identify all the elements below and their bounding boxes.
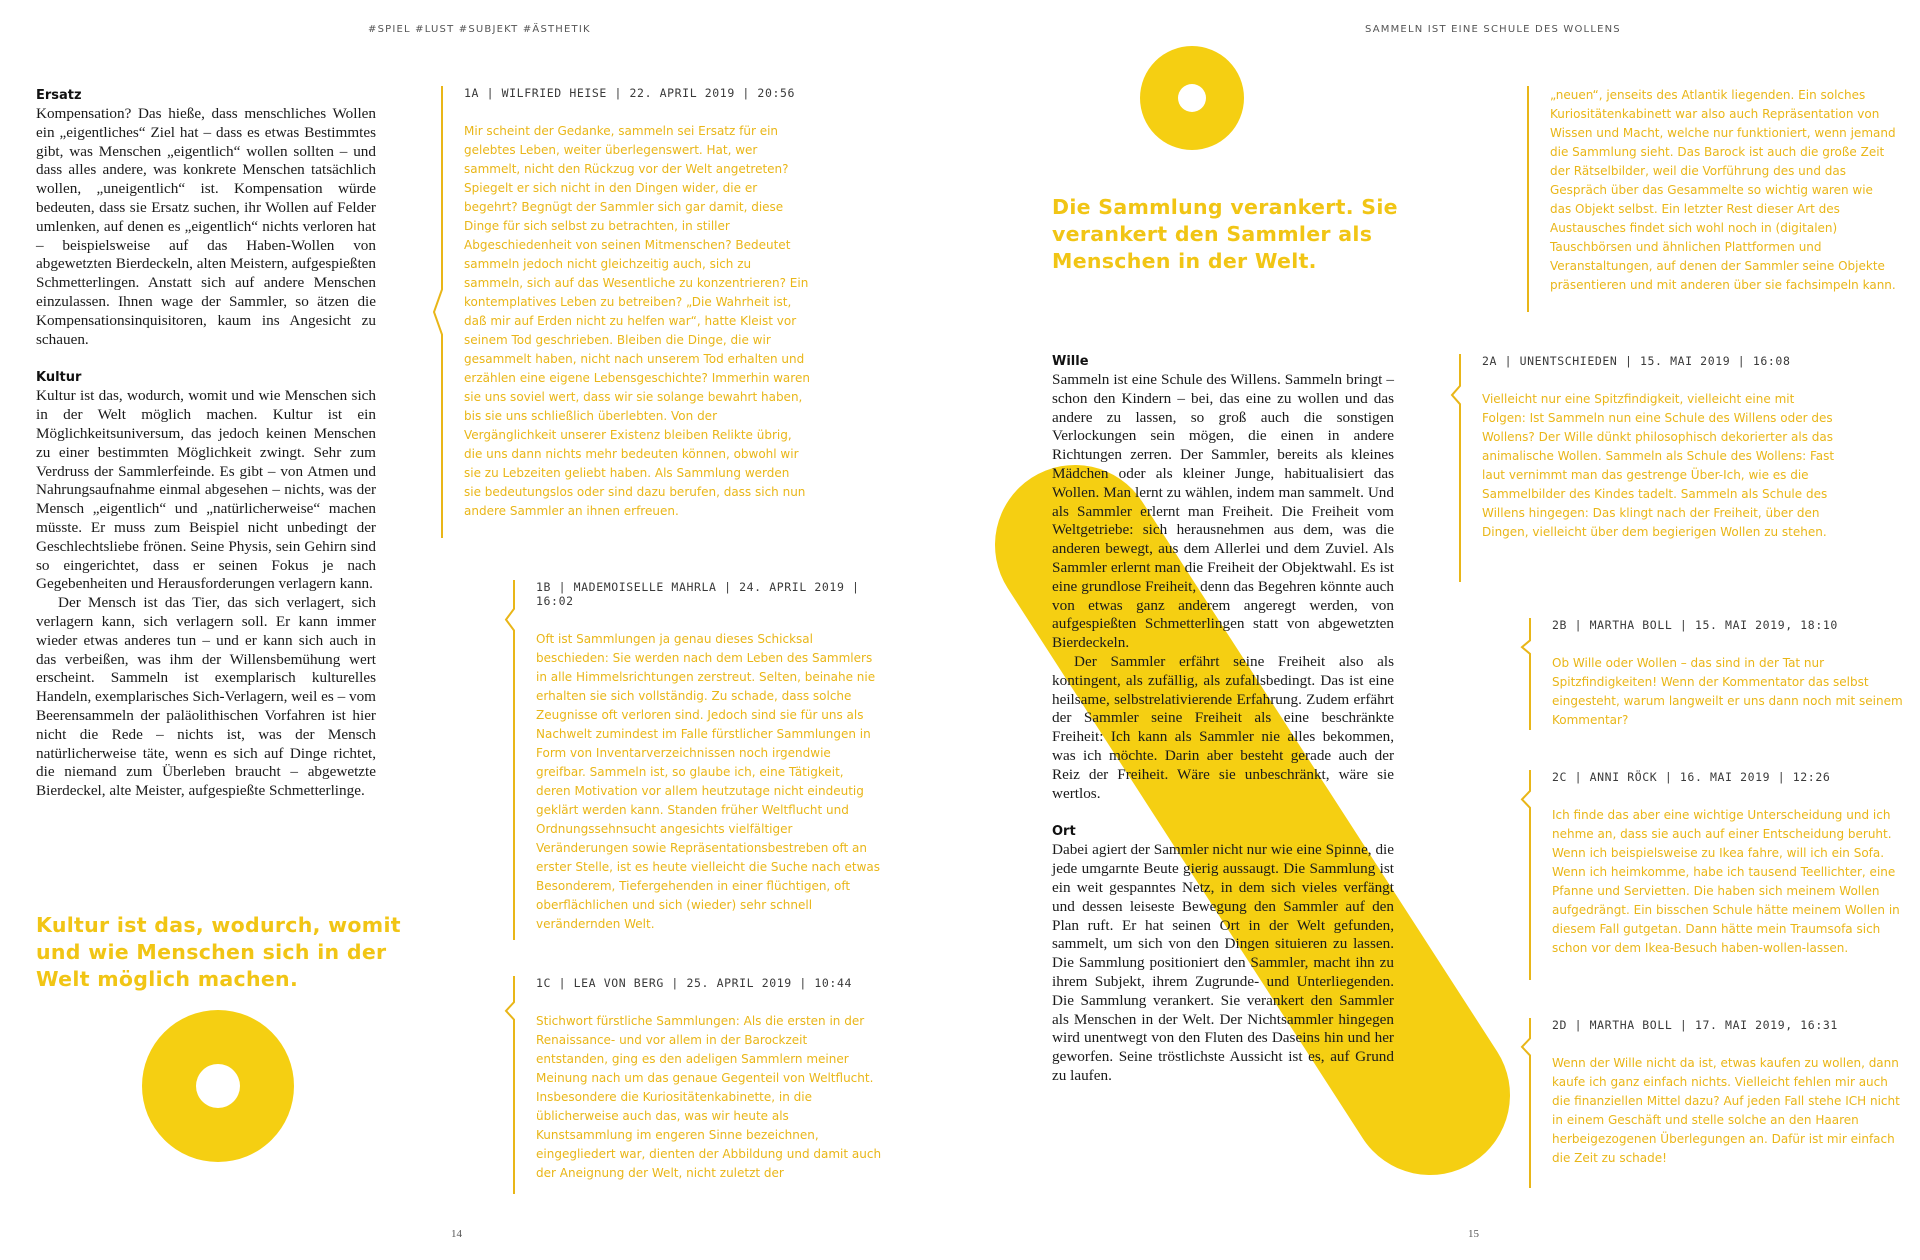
pull-quote-right: Die Sammlung verankert. Sie verankert den Sammler als Menschen in der Welt. [1052,195,1398,273]
comment-2d [1518,1018,1908,1188]
comment-meta: 2C | ANNI RÖCK | 16. MAI 2019 | 12:26 [1552,770,1831,784]
paragraph: Kompensation? Das hieße, dass menschliches Wollen ein „eigentliches“ Ziel hat – dass es etwas Bestimmtes gibt, was Menschen „eigentlich“ wollen sollten – und dass alles andere, was konkrete Menschen tatsächlich wollen, „uneigentlich“ ist. Kompensation würde bedeuten, dass sie Ersatz suchen, ihr Wollen auf Felder umlenken, auf denen es „eigentlich“ nichts verloren hat – beispielsweise auf das Haben-Wollen von abgewetzten Bierdeckeln, alten Meistern, aufgespießten Schmetterlingen. Anstatt sich auf andere Menschen einzulassen. Ihnen wage der Sammler, so ätzen die Kompensationsinquisitoren, kaum ins Angesicht zu schauen. [36,105,376,348]
comment-bracket [430,86,444,538]
comment-meta: 2D | MARTHA BOLL | 17. MAI 2019, 16:31 [1552,1018,1838,1032]
comment-2b [1518,618,1908,730]
comment-bracket [1518,770,1532,980]
comment-meta: 1C | LEA VON BERG | 25. APRIL 2019 | 10:44 [536,976,852,990]
comment-bracket [1448,354,1462,582]
section-heading-ersatz: Ersatz [36,88,82,103]
comment-meta: 1B | MADEMOISELLE MAHRLA | 24. APRIL 2019 | 16:02 [536,580,860,608]
pull-quote-left: Kultur ist das, wodurch, womit und wie Menschen sich in der Welt möglich machen. [36,913,401,991]
comment-text: Wenn der Wille nicht da ist, etwas kaufen zu wollen, dann kaufe ich ganz einfach nichts. Vielleicht fehlen mir auch die finanziellen Mittel dazu? Auf jeden Fall stehe ICH nicht in einem Geschäft und stelle solche an den Haaren herbeigezogenen Überlegungen an. Dafür ist mir einfach die Zeit zu schade! [1552,1056,1900,1165]
comment-text: Ich finde das aber eine wichtige Unterscheidung und ich nehme an, dass sie auch auf einer Entscheidung beruht. Wenn ich beispielsweise zu Ikea fahre, will ich ein Sofa. Wenn ich heimkomme, habe ich tausend Teellichter, eine Pfanne und Servietten. Die haben sich meinem Wollen aufgedrängt. Ein bisschen Schule hätte meinem Wollen in diesem Fall gutgetan. Dann hätte mein Traumsofa sich schon vor dem Ikea-Besuch haben-wollen-lassen. [1552,808,1900,955]
comment-2c [1518,770,1908,980]
comment-meta: 2A | UNENTSCHIEDEN | 15. MAI 2019 | 16:08 [1482,354,1791,368]
comment-text: „neuen“, jenseits des Atlantik liegenden. Ein solches Kuriositätenkabinett war also auch Repräsentation von Wissen und Macht, welche nur funktioniert, wenn jemand die Sammlung sieht. Das Barock ist auch die große Zeit der Rätselbilder, weil die Vorführung des und das Gespräch über das Gesammelte so wichtig waren wie das Objekt selbst. Ein letzter Rest dieser Art des Austausches findet sich wohl noch in (digitalen) Tauschbörsen und ähnlichen Plattformen und Veranstaltungen, auf denen der Sammler seine Objekte präsentieren und mit anderen über sie fachsimpeln kann. [1550,88,1896,292]
running-head-left: #SPIEL #LUST #SUBJEKT #ÄSTHETIK [368,24,591,35]
section-heading-wille: Wille [1052,354,1089,369]
left-main-column [36,86,376,801]
section-heading-kultur: Kultur [36,370,82,386]
comment-bracket [1518,1018,1532,1188]
paragraph: Kultur ist das, wodurch, womit und wie Menschen sich in der Welt möglich machen. Kultur ist ein Möglichkeitsuniversum, das jedoch keinen Menschen zu einer bestimmten Möglichkeit zwingt. Sehr zum Verdruss der Sammlerfeinde. Es gibt – von Atmen und Nahrungsaufnahme einmal abgesehen – nichts, was der Mensch „eigentlich“ und „natürlicherweise“ machen müsste. Er muss zum Beispiel nicht unbedingt der Geschlechtsliebe frönen. Seine Physis, sein Gehirn sind so eingerichtet, dass er seinen Fokus je nach Gegebenheiten und Herausforderungen verlagern kann. [36,387,376,593]
comment-1c [502,976,882,1194]
comment-text: Mir scheint der Gedanke, sammeln sei Ersatz für ein gelebtes Leben, weiter überlegenswert. Hat, wer sammelt, nicht den Rückzug vor der Welt angetreten? Spiegelt er sich nicht in den Dingen wider, die er begehrt? Begnügt der Sammler sich gar damit, diese Dinge für sich selbst zu betrachten, in stiller Abgeschiedenheit von seinen Mitmenschen? Bedeutet sammeln jedoch nicht gleichzeitig auch, sich zu sammeln, sich auf das Wesentliche zu konzentrieren? Ein kontemplatives Leben zu betreiben? „Die Wahrheit ist, daß mir auf Erden nicht zu helfen war“, hatte Kleist vor seinem Tod geschrieben. Bleiben die Dinge, die wir gesammelt haben, nicht nach unserem Tod erhalten und erzählen eine eigene Lebensgeschichte? Immerhin waren sie uns soviel wert, dass wir sie solange bewahrt haben, bis sie uns schließlich überlebten. Von der Vergänglichkeit unserer Existenz bleiben Relikte übrig, die uns dann nichts mehr bedeuten können, obwohl wir sie zu Lebzeiten geliebt haben. Als Sammlung werden sie bedeutungslos oder sind dazu berufen, dass sich nun andere Sammler an ihnen erfreuen. [464,124,810,518]
yellow-ring-top [1122,46,1262,186]
right-main-column [1052,352,1394,1086]
comment-1a [430,86,810,538]
running-head-right: SAMMELN IST EINE SCHULE DES WOLLENS [1365,24,1621,35]
comment-bracket [502,580,516,940]
paragraph: Der Mensch ist das Tier, das sich verlagert, sich verlagern kann, sich verlagern soll. Er kann immer wieder etwas anderes tun – und er kann sich auch in das verbeißen, was ihm der Willensbemühung wert erscheint. Sammeln ist exemplarisch kulturelles Handeln, exemplarisches Sich-Verlagern, weil es – vom Beerensammeln der paläolithischen Vorfahren ist hier nicht die Rede – nichts ist, was der Mensch natürlicherweise täte, wenn es sich auf Dinge richtet, die niemand zum Überleben braucht – abgewetzte Bierdeckel, alte Meister, aufgespießte Schmetterlinge. [36,594,376,800]
comment-bracket [502,976,516,1194]
comment-1c-continued [1516,86,1896,312]
paragraph: Dabei agiert der Sammler nicht nur wie eine Spinne, die jede umgarnte Beute gierig aussaugt. Die Sammlung ist ein weit gespanntes Netz, in dem sich vieles verfängt und dessen leiseste Bewegung den Sammler auf den Plan ruft. Er hat seinen Ort in der Welt gefunden, sammelt, um sich von den Dingen situieren zu lassen. Die Sammlung positioniert den Sammler, macht ihn zu ihrem Subjekt, ihrem Zugrunde- und Unterliegenden. Die Sammlung verankert. Sie verankert den Sammler als Menschen in der Welt. Der Nichtsammler hingegen wird unentwegt von den Fluten des Daseins hin und her geworfen. Seine tröstlichste Aussicht ist es, auf Grund zu laufen. [1052,841,1394,1084]
comment-2a [1448,354,1838,582]
comment-text: Oft ist Sammlungen ja genau dieses Schicksal beschieden: Sie werden nach dem Leben des Sammlers in alle Himmelsrichtungen zerstreut. Selten, beinahe nie erhalten sie sich vollständig. Zu schade, dass solche Zeugnisse oft verloren sind. Jedoch sind sie für uns als Nachwelt zumindest im Falle fürstlicher Sammlungen in Form von Inventarverzeichnissen noch irgendwie greifbar. Sammeln ist, so glaube ich, eine Tätigkeit, deren Motivation vor allem heutzutage nicht eindeutig geklärt werden kann. Standen früher Weltflucht und Ordnungssehnsucht angesichts vielfältiger Veränderungen sowie Repräsentationsbestreben oft an erster Stelle, ist es heute vielleicht die Suche nach etwas Besonderem, Tiefergehenden in einer flüchtigen, oft oberflächlichen und sich (wieder) sehr schnell verändernden Welt. [536,632,881,931]
page-number-right: 15 [1468,1228,1479,1240]
comment-bracket [1516,86,1530,312]
comment-1b [502,580,882,940]
comment-text: Vielleicht nur eine Spitzfindigkeit, vielleicht eine mit Folgen: Ist Sammeln nun eine Schule des Willens oder des Wollens? Der Wille dünkt philosophisch dekorierter als das animalische Wollen. Sammeln als Schule des Wollens: Fast laut vernimmt man das gestrenge Über-Ich, wie es die Sammelbilder des Kindes tadelt. Sammeln als Schule des Willens hingegen: Das klingt nach der Freiheit, über den Dingen, vielleicht über dem begierigen Wollen zu stehen. [1482,392,1835,539]
page-number-left: 14 [451,1228,462,1240]
comment-meta: 1A | WILFRIED HEISE | 22. APRIL 2019 | 20:56 [464,86,796,100]
comment-meta: 2B | MARTHA BOLL | 15. MAI 2019, 18:10 [1552,618,1838,632]
comment-text: Ob Wille oder Wollen – das sind in der Tat nur Spitzfindigkeiten! Wenn der Kommentator das selbst eingesteht, warum langweilt er uns dann noch mit seinem Kommentar? [1552,656,1903,727]
paragraph: Sammeln ist eine Schule des Willens. Sammeln bringt – schon den Kindern – bei, das eine zu wollen und das andere zu lassen, so groß auch die sonstigen Verlockungen sein mögen, die einen in andere Richtungen zerren. Der Sammler, bereits als kleines Mädchen oder als kleiner Junge, habitualisiert das Wollen. Man lernt zu wählen, indem man sammelt. Und als Sammler erlernt man Freiheit. Die Freiheit vom Weltgetriebe: sich herausnehmen aus dem, was die anderen bewegt, aus dem Allerlei und dem Zuviel. Als Sammler erlernt man die Freiheit der Objektwahl. Es ist eine grundlose Freiheit, denn das Begehren könnte auch von etwas ganz anderem angeregt werden, von aufgespießten Schmetterlingen statt von abgewetzten Bierdeckeln. [1052,371,1394,652]
comment-bracket [1518,618,1532,730]
yellow-ring-bottom [140,1008,300,1168]
section-heading-ort: Ort [1052,824,1076,840]
comment-text: Stichwort fürstliche Sammlungen: Als die ersten in der Renaissance- und vor allem in der Barockzeit entstanden, ging es den adeligen Sammlern meiner Meinung nach um das genaue Gegenteil von Weltflucht. Insbesondere die Kuriositätenkabinette, in die üblicherweise auch das, was wir heute als Kunstsammlung im engeren Sinne bezeichnen, eingegliedert war, dienten der Abbildung und damit auch der Aneignung der Welt, nicht zuletzt der [536,1014,882,1180]
paragraph: Der Sammler erfährt seine Freiheit also als kontingent, als zufällig, als zufallsbedingt. Das ist eine heilsame, selbstrelativierende Erfahrung. Zudem erfährt der Sammler seine Freiheit als eine beschränkte Freiheit: Ich kann als Sammler nie alles bekommen, was ich möchte. Darin aber besteht gerade auch der Reiz der Freiheit. Wäre sie unbeschränkt, wäre sie wertlos. [1052,652,1394,802]
